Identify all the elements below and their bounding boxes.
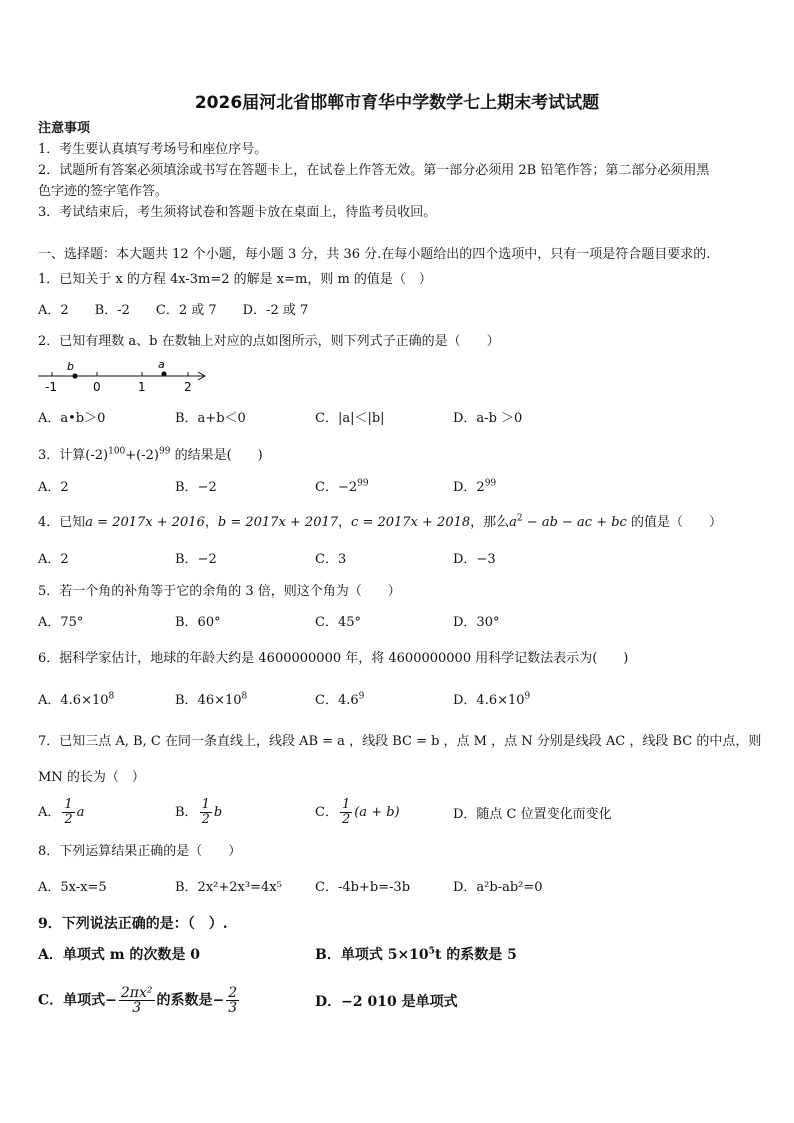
question-7-stem-line2: MN 的长为（ ） (38, 770, 145, 785)
question-1-stem: 1．已知关于 x 的方程 4x-3m=2 的解是 x=m，则 m 的值是（ ） (38, 272, 432, 287)
question-9-option-c: C．单项式− $\frac{\text{2πx²}}{3}$ 的系数是− $\frac{2}{3}$ (38, 985, 238, 1016)
question-4-stem: 4．已知a = 2017x + 2016，b = 2017x + 2017，c = 2017x + 2018，那么$a^2$ − ab − ac + bc 的值是（ ） (38, 513, 722, 530)
question-2-stem: 2．已知有理数 a、b 在数轴上对应的点如图所示，则下列式子正确的是（ ） (38, 334, 500, 349)
question-9-stem: 9．下列说法正确的是：（ ）. (38, 916, 228, 932)
section-heading: 一、选择题：本大题共 12 个小题，每小题 3 分，共 36 分.在每小题给出的四个选项中，只有一项是符合题目要求的. (38, 247, 711, 262)
question-5-option-a: A．75° (38, 615, 84, 630)
point-b (72, 373, 77, 378)
question-6-option-c: C．$4.6^9$ (315, 691, 365, 708)
question-7-option-a: A． $\frac{1}{2}$ a (38, 797, 85, 827)
question-1-options: A．2 B．-2 C．2 或 7 D．-2 或 7 (38, 303, 309, 318)
question-2-option-c: C．|a|＜|b| (315, 411, 385, 426)
number-line-figure (36, 358, 212, 394)
page-title: 2026届河北省邯郸市育华中学数学七上期末考试试题 (194, 93, 600, 113)
question-4-option-c: C．3 (315, 552, 347, 567)
question-7-option-c: C． $\frac{1}{2}$ (a + b) (315, 797, 400, 827)
question-7-option-d: D．随点 C 位置变化而变化 (453, 807, 612, 822)
tick-label-2: 2 (184, 380, 192, 394)
fraction-2pix2-over-3: $\frac{\text{2πx²}}{3}$ (120, 985, 153, 1016)
question-9-option-d: D．−2 010 是单项式 (315, 994, 458, 1010)
question-3-option-b: B．−2 (175, 480, 217, 495)
question-5-option-d: D．30° (453, 615, 500, 630)
question-7-stem-line1: 7．已知三点 A, B, C 在同一条直线上，线段 AB = a ，线段 BC = b ，点 M ，点 N 分别是线段 AC ，线段 BC 的中点，则 (38, 734, 762, 749)
question-6-option-b: B．$46\times 10^8$ (175, 691, 248, 708)
question-7-option-b: B． $\frac{1}{2}$ b (175, 797, 223, 827)
question-8-option-c: C．-4b+b=-3b (315, 880, 411, 895)
question-4-option-b: B．−2 (175, 552, 217, 567)
question-2-option-d: D．a-b ＞0 (453, 411, 523, 426)
question-2-option-a: A．a•b＞0 (38, 411, 106, 426)
question-6-option-d: D．$4.6\times 10^9$ (453, 691, 531, 708)
question-8-option-d: D．a²b-ab²=0 (453, 880, 543, 895)
question-5-option-b: B．60° (175, 615, 221, 630)
notice-item-1: 1．考生要认真填写考场号和座位序号。 (38, 142, 268, 157)
question-9-option-b: B．单项式 $5\times 10^5t$ 的系数是 5 (315, 946, 517, 963)
question-3-stem: 3．计算$(-2)^{100}+(-2)^{99}$ 的结果是( ) (38, 446, 263, 463)
notice-item-2: 2．试题所有答案必须填涂或书写在答题卡上，在试卷上作答无效。第一部分必须用 2B 铅笔作答；第二部分必须用黑 (38, 163, 710, 178)
question-3-option-c: C．$-2^{99}$ (315, 478, 369, 495)
question-9-option-a: A．单项式 m 的次数是 0 (38, 947, 201, 963)
fraction-two-thirds: $\frac{2}{3}$ (228, 985, 238, 1016)
question-6-option-a: A．$4.6\times 10^8$ (38, 691, 115, 708)
tick-label-neg1: -1 (45, 380, 57, 394)
fraction-one-half: $\frac{1}{2}$ (201, 797, 210, 827)
question-8-option-b: B．2x²+2x³=4x⁵ (175, 880, 282, 895)
question-6-stem: 6．据科学家估计，地球的年龄大约是 4600000000 年，将 4600000000 用科学记数法表示为( ) (38, 651, 629, 666)
point-b-label: b (67, 360, 74, 373)
notice-item-3: 3．考试结束后，考生须将试卷和答题卡放在桌面上，待监考员收回。 (38, 205, 437, 220)
question-2-option-b: B．a+b＜0 (175, 411, 246, 426)
question-5-stem: 5．若一个角的补角等于它的余角的 3 倍，则这个角为（ ） (38, 584, 401, 599)
fraction-one-half: $\frac{1}{2}$ (64, 797, 73, 827)
question-4-option-a: A．2 (38, 552, 69, 567)
fraction-one-half: $\frac{1}{2}$ (341, 797, 351, 827)
notice-item-2-cont: 色字迹的签字笔作答。 (38, 184, 169, 199)
question-8-option-a: A．5x-x=5 (38, 880, 107, 895)
question-3-option-a: A．2 (38, 480, 69, 495)
question-5-option-c: C．45° (315, 615, 361, 630)
notice-heading: 注意事项 (38, 121, 91, 136)
tick-label-1: 1 (138, 380, 146, 394)
point-a-label: a (158, 358, 165, 371)
tick-label-0: 0 (93, 380, 101, 394)
question-8-stem: 8．下列运算结果正确的是（ ） (38, 844, 242, 859)
question-3-option-d: D．$2^{99}$ (453, 478, 497, 495)
question-4-option-d: D．−3 (453, 552, 496, 567)
point-a (161, 371, 166, 376)
